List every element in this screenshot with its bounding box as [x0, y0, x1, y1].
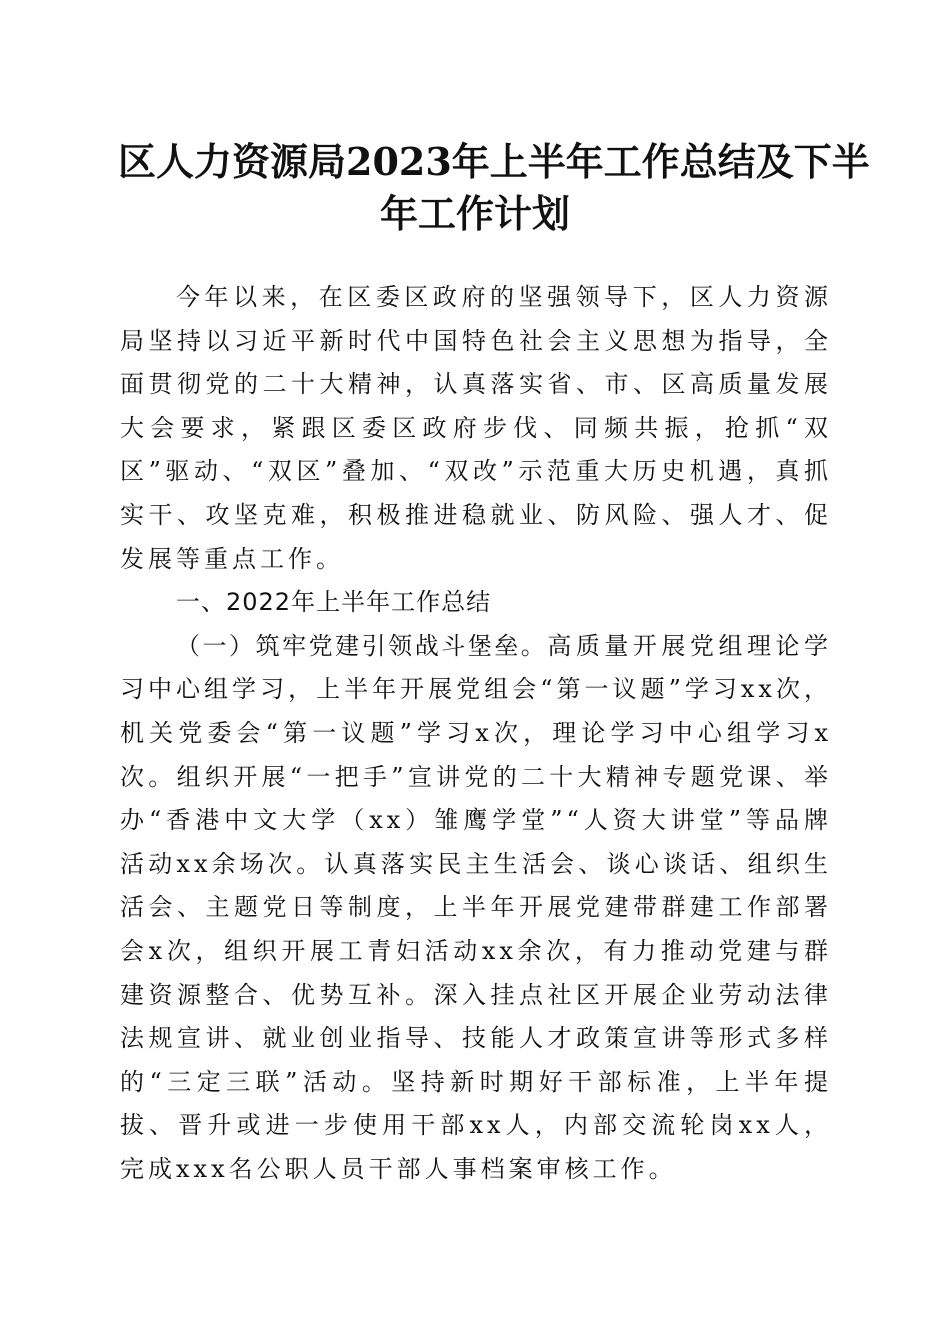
title-line-2: 年工作计划 [379, 191, 570, 236]
document-title [118, 136, 870, 240]
subsection-body: 高质量开展党组理论学习中心组学习，上半年开展党组会“第一议题”学习xx次，机关党委会“第一议题”学习x次，理论学习中心组学习x次。组织开展“一把手”宣讲党的二十大精神专题党课、举办“香港中文大学（xx）雏鹰学堂”“人资大讲堂”等品牌活动xx余场次。认真落实民主生活会、谈心谈话、组织生活会、主题党日等制度，上半年开展党建带群建工作部署会x次，组织开展工青妇活动xx余次，有力推动党建与群建资源整合、优势互补。深入挂点社区开展企业劳动法律法规宣讲、就业创业指导、技能人才政策宣讲等形式多样的“三定三联”活动。坚持新时期好干部标准，上半年提拔、晋升或进一步使用干部xx人，内部交流轮岗xx人，完成xxx名公职人员干部人事档案审核工作。 [120, 631, 833, 1183]
subsection-paragraph [120, 625, 832, 1192]
intro-paragraph: 今年以来，在区委区政府的坚强领导下，区人力资源局坚持以习近平新时代中国特色社会主义思想为指导，全面贯彻党的二十大精神，认真落实省、市、区高质量发展大会要求，紧跟区委区政府步伐、同频共振，抢抓“双区”驱动、“双区”叠加、“双改”示范重大历史机遇，真抓实干、攻坚克难，积极推进稳就业、防风险、强人才、促发展等重点工作。 [120, 283, 832, 573]
title-line-1: 区人力资源局2023年上半年工作总结及下半 [118, 139, 870, 184]
subsection-lead: （一）筑牢党建引领战斗堡垒。 [176, 631, 548, 660]
section-heading: 一、2022年上半年工作总结 [176, 588, 492, 617]
document-body [120, 276, 832, 1191]
